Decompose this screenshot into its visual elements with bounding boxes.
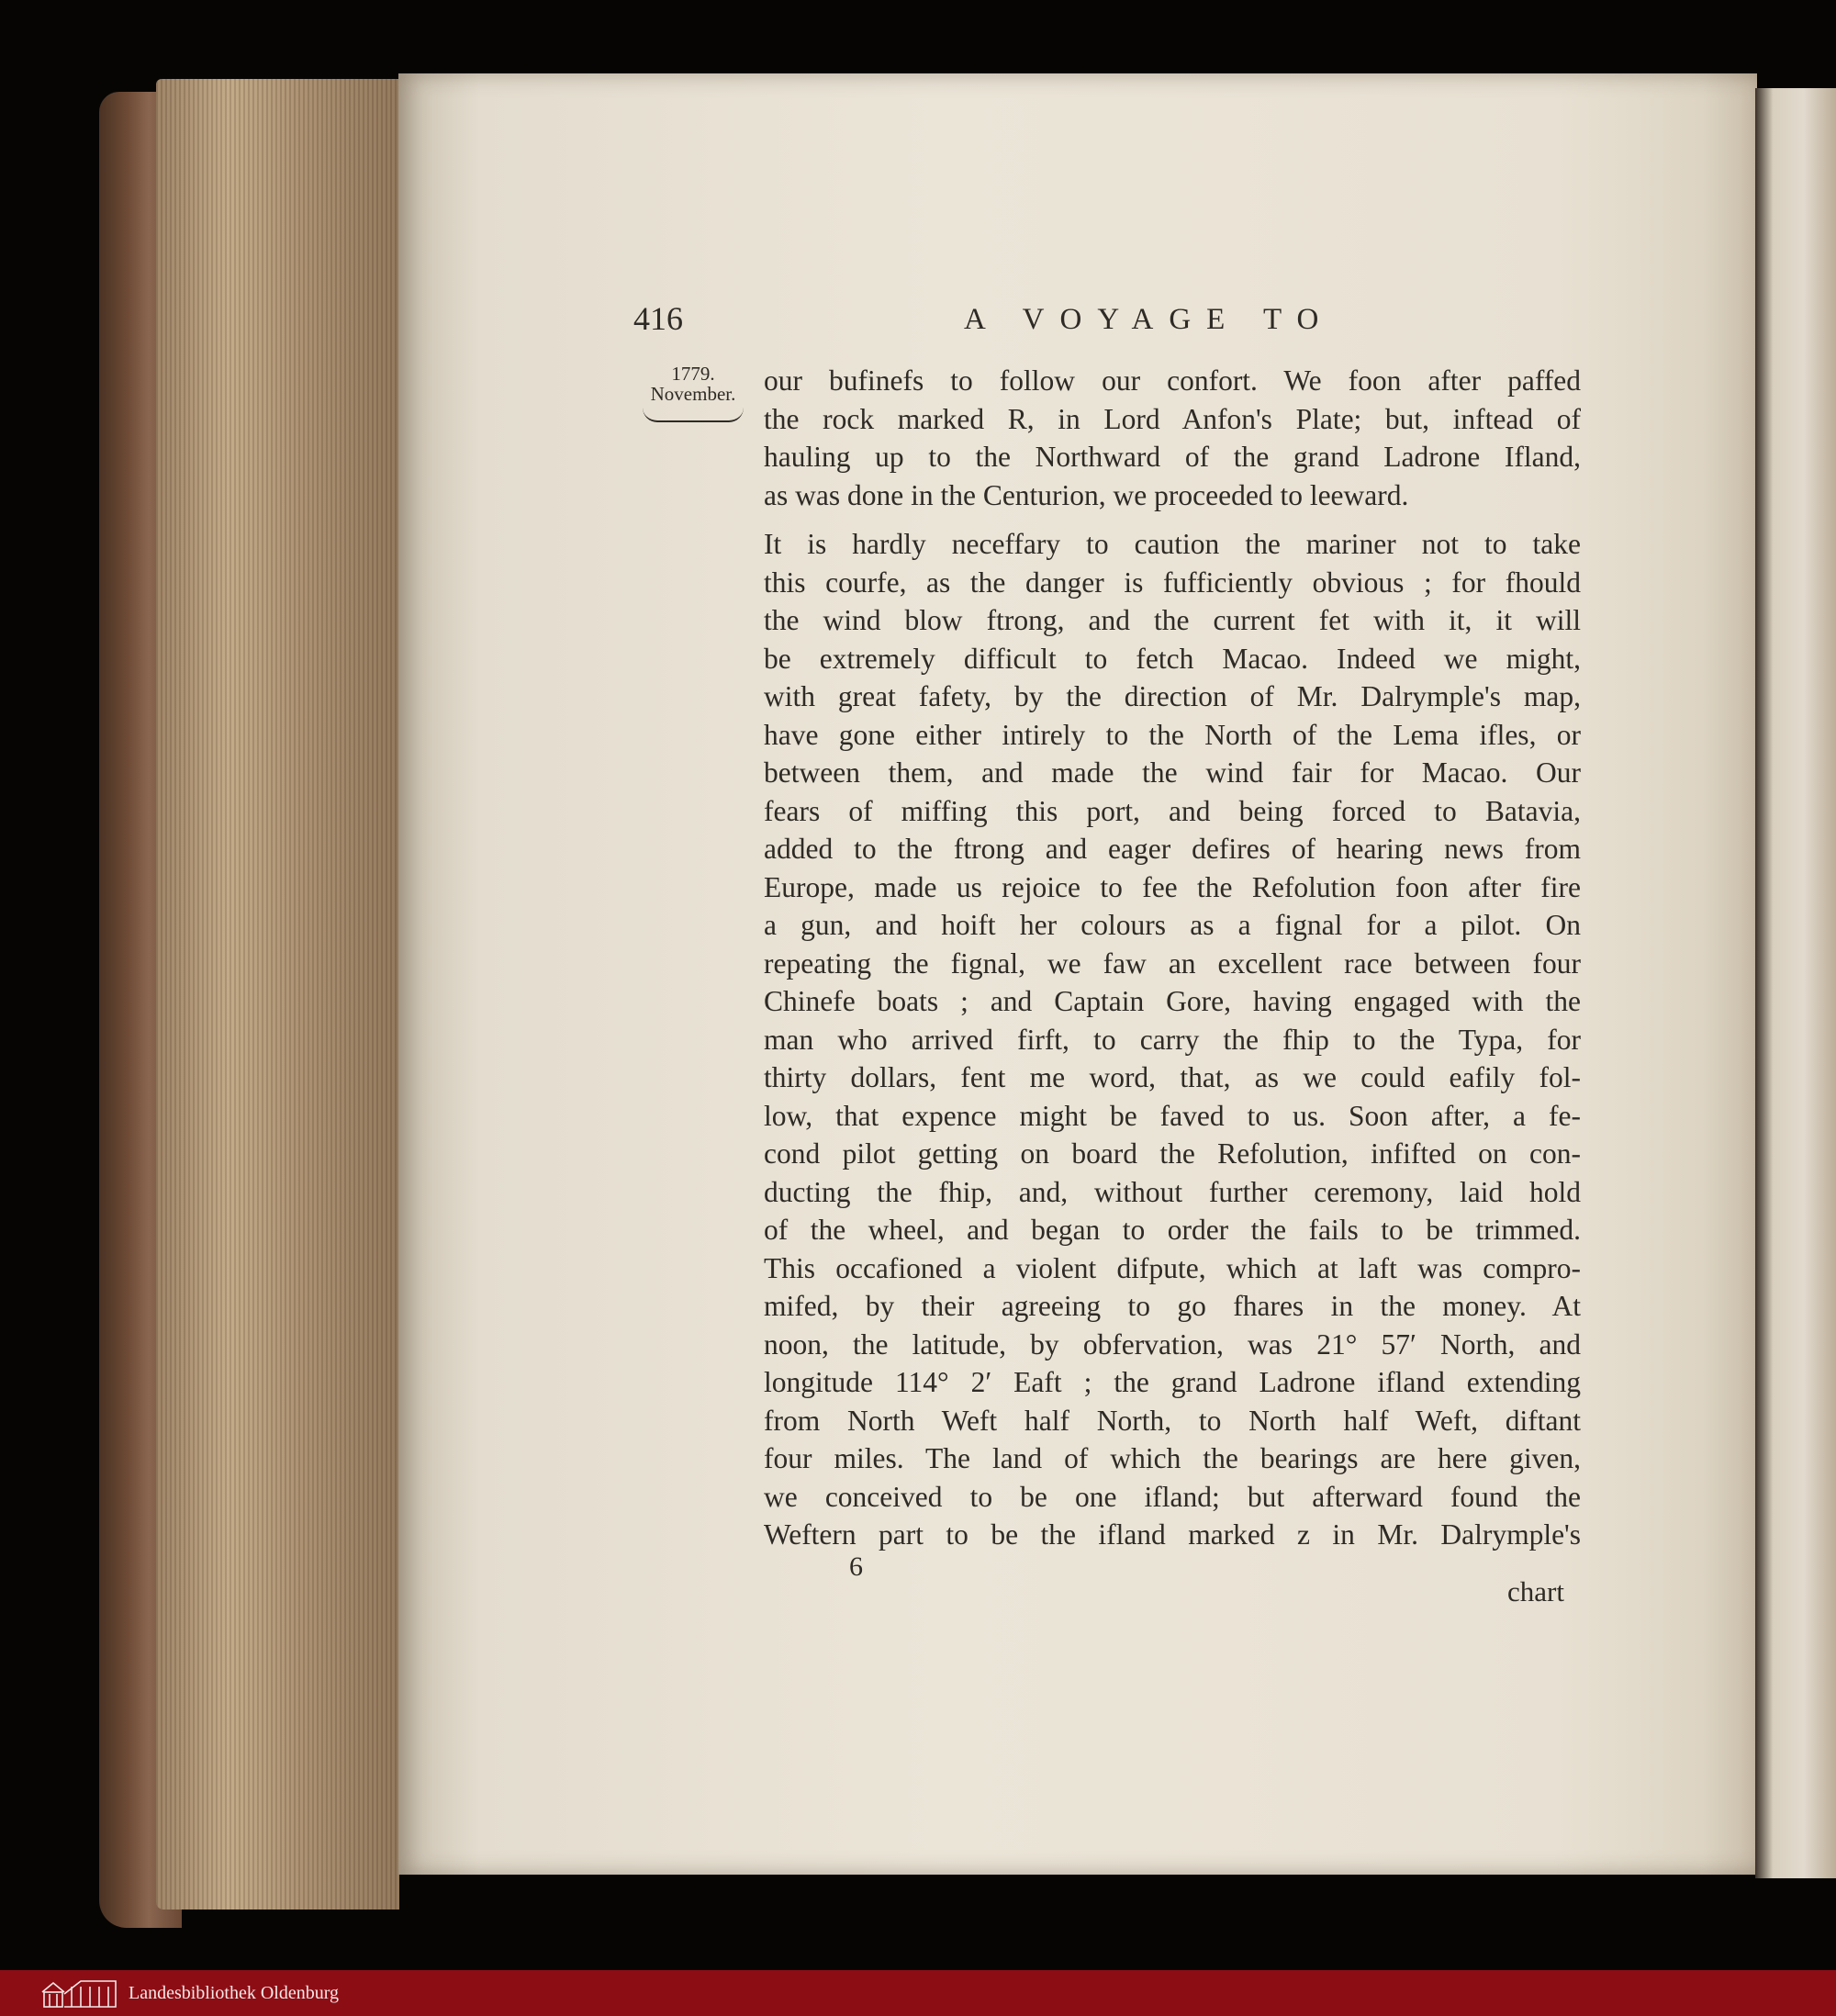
text-line: added to the ftrong and eager defires of hearing news from bbox=[764, 833, 1581, 865]
text-line: noon, the latitude, by obfervation, was 21° 57′ North, and bbox=[764, 1327, 1581, 1361]
library-building-icon bbox=[40, 1977, 118, 2009]
text-line: from North Weft half North, to North half Weft, diftant bbox=[764, 1404, 1581, 1437]
text-line: thirty dollars, fent me word, that, as we could eafily fol- bbox=[764, 1061, 1581, 1093]
page-number: 416 bbox=[633, 300, 683, 337]
page-block-edges bbox=[156, 79, 399, 1910]
text-line: have gone either intirely to the North of the Lema ifles, or bbox=[764, 718, 1581, 751]
text-line: Europe, made us rejoice to fee the Refolution foon after fire bbox=[764, 870, 1581, 903]
text-line: This occafioned a violent difpute, which at laft was compro- bbox=[764, 1251, 1581, 1284]
library-name: Landesbibliothek Oldenburg bbox=[129, 1982, 340, 2003]
margin-brace bbox=[643, 408, 744, 422]
text-line: repeating the fignal, we faw an excellent race between four bbox=[764, 946, 1581, 980]
text-line: be extremely difficult to fetch Macao. Indeed we might, bbox=[764, 642, 1581, 675]
text-line: man who arrived firft, to carry the fhip to the Typa, for bbox=[764, 1023, 1581, 1056]
facing-page-edge bbox=[1755, 88, 1836, 1878]
text-line: Chinefe boats ; and Captain Gore, having engaged with the bbox=[764, 985, 1581, 1017]
text-line: ducting the fhip, and, without further ceremony, laid hold bbox=[764, 1175, 1581, 1208]
catchword: chart bbox=[1507, 1575, 1564, 1607]
text-line: mifed, by their agreeing to go fhares in the money. At bbox=[764, 1290, 1581, 1322]
text-line: a gun, and hoift her colours as a fignal for a pilot. On bbox=[764, 909, 1581, 941]
text-line: four miles. The land of which the bearings are here given, bbox=[764, 1442, 1581, 1474]
margin-month: November. bbox=[650, 383, 736, 405]
margin-year: 1779. bbox=[671, 363, 715, 385]
body-text bbox=[764, 362, 1581, 1554]
text-line: longitude 114° 2′ Eaft ; the grand Ladrone ifland extending bbox=[764, 1366, 1581, 1398]
text-line: Weftern part to be the ifland marked z in Mr. Dalrymple's bbox=[764, 1518, 1581, 1551]
text-line: hauling up to the Northward of the grand Ladrone Ifland, bbox=[764, 441, 1581, 473]
text-line: cond pilot getting on board the Refolution, infifted on con- bbox=[764, 1137, 1581, 1170]
text-line: we conceived to be one ifland; but afterward found the bbox=[764, 1480, 1581, 1513]
text-line: It is hardly neceffary to caution the mariner not to take bbox=[764, 528, 1581, 560]
text-line: with great fafety, by the direction of Mr. Dalrymple's map, bbox=[764, 680, 1581, 712]
signature-mark: 6 bbox=[849, 1551, 863, 1582]
text-line: between them, and made the wind fair for Macao. Our bbox=[764, 756, 1581, 789]
text-line: as was done in the Centurion, we proceeded to leeward. bbox=[764, 478, 1409, 511]
text-line: our bufinefs to follow our confort. We foon after paffed bbox=[764, 364, 1581, 397]
text-line: low, that expence might be faved to us. Soon after, a fe- bbox=[764, 1099, 1581, 1132]
running-head: A VOYAGE TO bbox=[964, 303, 1335, 336]
text-line: the wind blow ftrong, and the current fet with it, it will bbox=[764, 604, 1581, 636]
text-line: fears of miffing this port, and being forced to Batavia, bbox=[764, 794, 1581, 827]
text-line: the rock marked R, in Lord Anfon's Plate; but, inftead of bbox=[764, 402, 1581, 435]
text-line: of the wheel, and began to order the fails to be trimmed. bbox=[764, 1214, 1581, 1246]
margin-date-note bbox=[643, 364, 744, 422]
library-footer-bar bbox=[0, 1970, 1836, 2016]
text-line: this courfe, as the danger is fufficiently obvious ; for fhould bbox=[764, 566, 1581, 599]
